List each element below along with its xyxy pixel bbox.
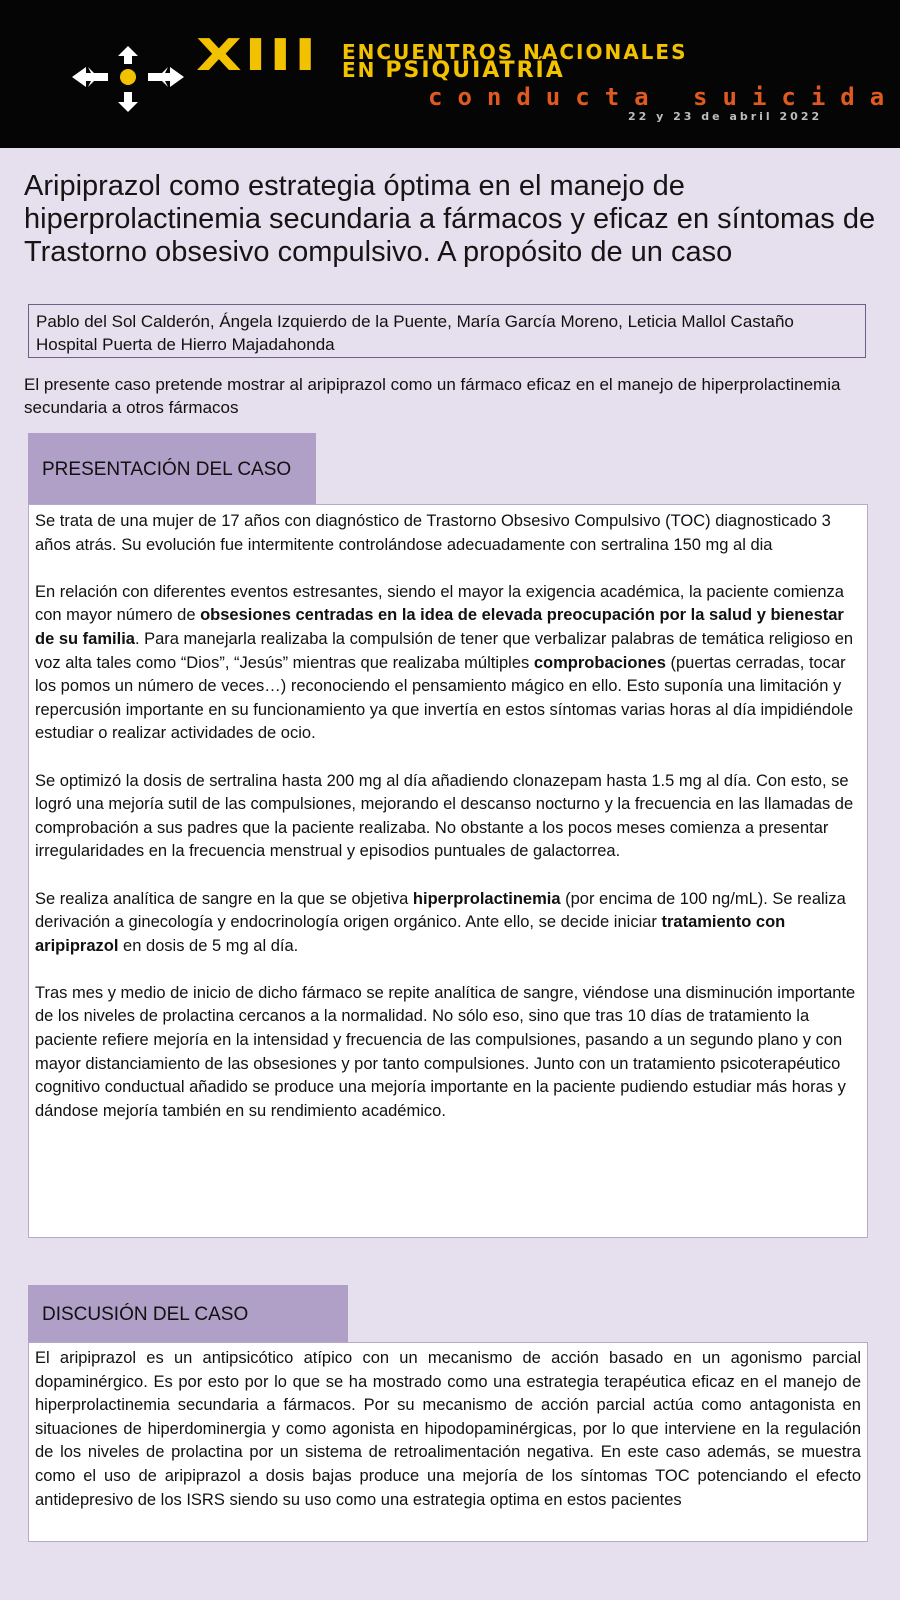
poster-title: Aripiprazol como estrategia óptima en el manejo de hiperprolactinemia secundaria a fármacos y eficaz en síntomas de Trastorno obsesivo compulsivo. A propósito de un caso [24,170,876,268]
discussion-paragraph: El aripiprazol es un antipsicótico atípico con un mecanismo de acción basado en un agonismo parcial dopaminérgico. Es por esto por lo que se ha mostrado como una estrategia terapéutica eficaz en el manejo de hiperprolactinemia secundaria a fármacos. Por su mecanismo de acción parcial actúa como antagonista en situaciones de hiperdominergia y como agonista en hipodopaminérgicas, por lo que interviene en la regulación de los niveles de prolactina por un sistema de retroalimentación negativa. En este caso además, se muestra como el uso de aripiprazol a dosis bajas produce una mejoría de los síntomas TOC potenciando el efecto antidepresivo de los ISRS siendo su uso como una estrategia optima en estos pacientes [35,1349,861,1509]
case-p2-bold-obsessions: obsesiones centradas en la idea de elevada preocupación por la salud y bienestar de su familia [35,606,844,648]
banner-subtitle: conducta suicida [428,83,900,111]
case-p4-text-e: en dosis de 5 mg al día. [118,936,299,955]
banner-heading-line1: ENCUENTROS NACIONALES [342,40,688,64]
case-paragraph-3: Se optimizó la dosis de sertralina hasta 200 mg al día añadiendo clonazepam hasta 1.5 mg al día. Con esto, se logró una mejoría sutil de las compulsiones, mejorando el descanso nocturno y la frecuencia en las llamadas de comprobación a sus padres que la paciente realizaba. No obstante a los pocos meses comienza a presentar irregularidades en la frecuencia menstrual y episodios puntuales de galactorrea. [35,771,854,861]
discussion-box [28,1342,868,1542]
conference-banner [0,0,900,148]
case-presentation-box [28,504,868,1238]
case-section-heading [28,433,316,505]
author-institution: Hospital Puerta de Hierro Majadahonda [36,335,335,354]
authors-box [28,304,866,358]
case-p4-bold-hyperprolactinemia: hiperprolactinemia [412,889,561,908]
case-paragraph-5: Tras mes y medio de inicio de dicho fármaco se repite analítica de sangre, viéndose una disminución importante de los niveles de prolactina cercanos a la normalidad. No sólo eso, sino que tras 10 días de tratamiento la paciente refiere mejoría en la intensidad y frecuencia de las compulsiones, pasando a un segundo plano y con mayor distanciamiento de las obsesiones y por tanto compulsiones. Junto con un tratamiento psicoterapéutico cognitivo conductual añadido se produce una mejoría importante en la paciente pudiendo estudiar más horas y dándose mejoría también en su rendimiento académico. [35,983,856,1120]
case-paragraph-4 [35,888,861,959]
discussion-section-heading [28,1285,348,1343]
discussion-section-heading-label: DISCUSIÓN DEL CASO [42,1303,249,1325]
case-p2-text-e: (puertas cerradas, tocar los pomos un número de veces…) reconociendo el pensamiento mágico en ello. Esto suponía una limitación y repercusión importante en su funcionamiento ya que invertía en estos síntomas varias horas al día impidiéndole estudiar o realizar actividades de ocio. [35,653,854,743]
case-paragraph-2 [35,581,861,746]
case-paragraph-1: Se trata de una mujer de 17 años con diagnóstico de Trastorno Obsesivo Compulsivo (TOC) diagnosticado 3 años atrás. Su evolución fue intermitente controlándose adecuadamente con sertralina 150 mg al dia [35,512,831,554]
banner-date: 22 y 23 de abril 2022 [628,110,823,123]
banner-line2-prefix: EN [342,58,377,82]
arrows-cross-icon [68,44,188,114]
intro-text: El presente caso pretende mostrar al aripiprazol como un fármaco eficaz en el manejo de hiperprolactinemia secundaria a otros fármacos [24,375,841,417]
case-section-heading-label: PRESENTACIÓN DEL CASO [42,458,292,480]
case-p2-text-c: . Para manejarla realizaba la compulsión de tener que verbalizar palabras de temática religioso en voz alta tales como “Dios”, “Jesús” mientras que realizaba múltiples [35,629,854,672]
case-p2-text-a: En relación con diferentes eventos estresantes, siendo el mayor la exigencia académica, la paciente comienza con mayor número de [35,582,844,625]
banner-line2-main: PSIQUIATRÍA [385,58,565,83]
case-p4-text-a: Se realiza analítica de sangre en la que se objetiva [35,889,413,908]
case-p2-bold-checks: comprobaciones [533,653,666,672]
banner-roman-numeral: XIII [196,30,319,81]
author-names: Pablo del Sol Calderón, Ángela Izquierdo de la Puente, María García Moreno, Leticia Mallol Castaño [36,312,794,331]
banner-heading-line2 [342,60,565,82]
case-p4-bold-treatment: tratamiento con aripiprazol [35,913,786,955]
case-p4-text-c: (por encima de 100 ng/mL). Se realiza derivación a ginecología y endocrinología origen orgánico. Ante ello, se decide iniciar [35,889,846,932]
